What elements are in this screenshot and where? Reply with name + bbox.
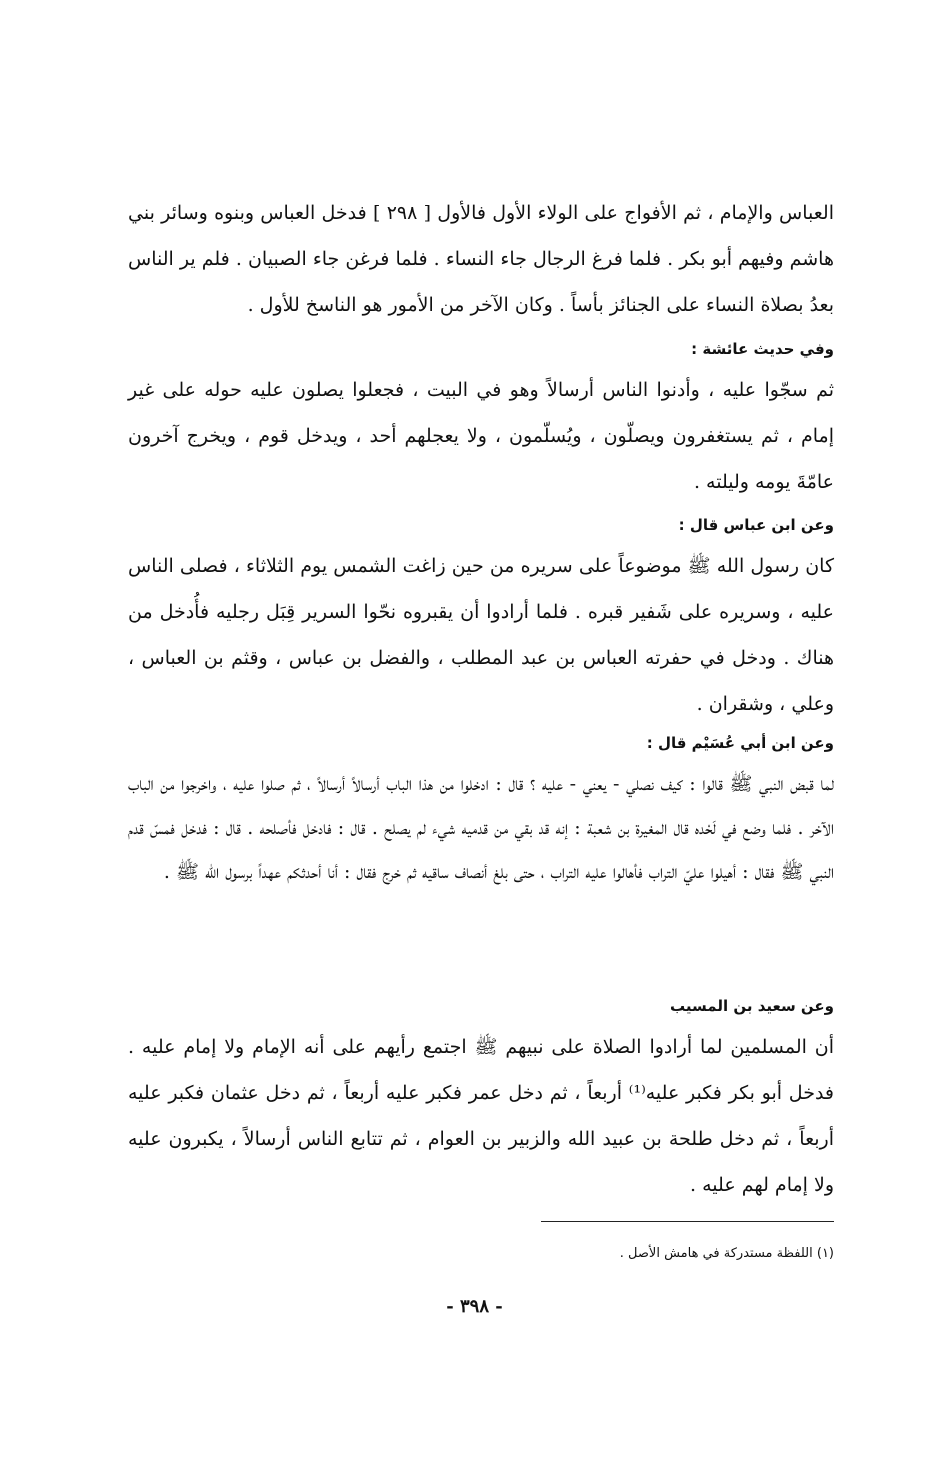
section-heading-ibn-abi-usaym: وعن ابن أبي عُسَيْم قال :: [646, 734, 834, 752]
paragraph-text: العباس والإمام ، ثم الأفواج على الولاء الأول فالأول [ ٢٩٨ ] فدخل العباس وبنوه وسائر بني هاشم وفيهم أبو بكر . فلما فرغ الرجال جاء النساء . فلما فرغن جاء الصبيان . فلم ير الناس بعدُ بصلاة النساء على الجنائز بأساً . وكان الآخر من الأمور هو الناسخ للأول .: [128, 202, 834, 316]
paragraph-text: ثم سجّوا عليه ، وأدنوا الناس أرسالاً وهو في البيت ، فجعلوا يصلون عليه حوله على غير إمام ، ثم يستغفرون ويصلّون ، ويُسلّمون ، ولا يعجلهم أحد ، ويدخل قوم ، ويخرج آخرون عامّةَ يومه وليلته .: [128, 379, 834, 493]
footnote-divider: [541, 1221, 834, 1222]
paragraph-aisha-hadith: [128, 367, 834, 505]
footnote: (١) اللفظة مستدركة في هامش الأصل .: [619, 1246, 834, 1261]
paragraph-said-ibn-musayyib-hadith: [128, 1024, 834, 1208]
page-number: - ٣٩٨ -: [446, 1296, 503, 1317]
paragraph-text: أن المسلمين لما أرادوا الصلاة على نبيهم ﷺ اجتمع رأيهم على أنه الإمام ولا إمام عليه . فدخل أبو بكر فكبر عليه⁽¹⁾ أربعاً ، ثم دخل عمر فكبر عليه أربعاً ، ثم دخل عثمان فكبر عليه أربعاً ، ثم دخل طلحة بن عبيد الله والزبير بن العوام ، ثم تتابع الناس أرسالاً ، يكبرون عليه ولا إمام لهم عليه .: [128, 1036, 835, 1196]
paragraph-abbas-prayer-order: [128, 190, 834, 328]
section-heading-said-ibn-musayyib: وعن سعيد بن المسيب: [670, 997, 834, 1015]
paragraph-text: لما قبض النبي ﷺ قالوا : كيف نصلي - يعني - عليه ؟ قال : ادخلوا من هذا الباب أرسالاً أرسالاً ، ثم صلوا عليه ، واخرجوا من الباب الآخر . فلما وضع في لَحْده قال المغيرة بن شعبة : إنه قد بقي من قدميه شيء لم يصلح . قال : فادخل فأصلحه . قال : فدخل فمسّ قدم النبي ﷺ فقال : أهيلوا عليّ التراب فأهالوا عليه التراب ، حتى بلغ أنصاف ساقيه ثم خرج فقال : أنا أحدثكم عهداً برسول الله ﷺ .: [128, 773, 834, 883]
paragraph-text: كان رسول الله ﷺ موضوعاً على سريره من حين زاغت الشمس يوم الثلاثاء ، فصلى الناس عليه ، وسريره على شَفير قبره . فلما أرادوا أن يقبروه نحّوا السرير قِبَل رجليه فأُدخل من هناك . ودخل في حفرته العباس بن عبد المطلب ، والفضل بن عباس ، وقثم بن العباس ، وعلي ، وشقران .: [128, 555, 834, 715]
paragraph-ibn-abi-usaym-hadith: [128, 762, 834, 894]
section-heading-ibn-abbas: وعن ابن عباس قال :: [678, 516, 834, 534]
paragraph-ibn-abbas-hadith: [128, 543, 834, 727]
section-heading-aisha: وفي حديث عائشة :: [691, 340, 834, 358]
